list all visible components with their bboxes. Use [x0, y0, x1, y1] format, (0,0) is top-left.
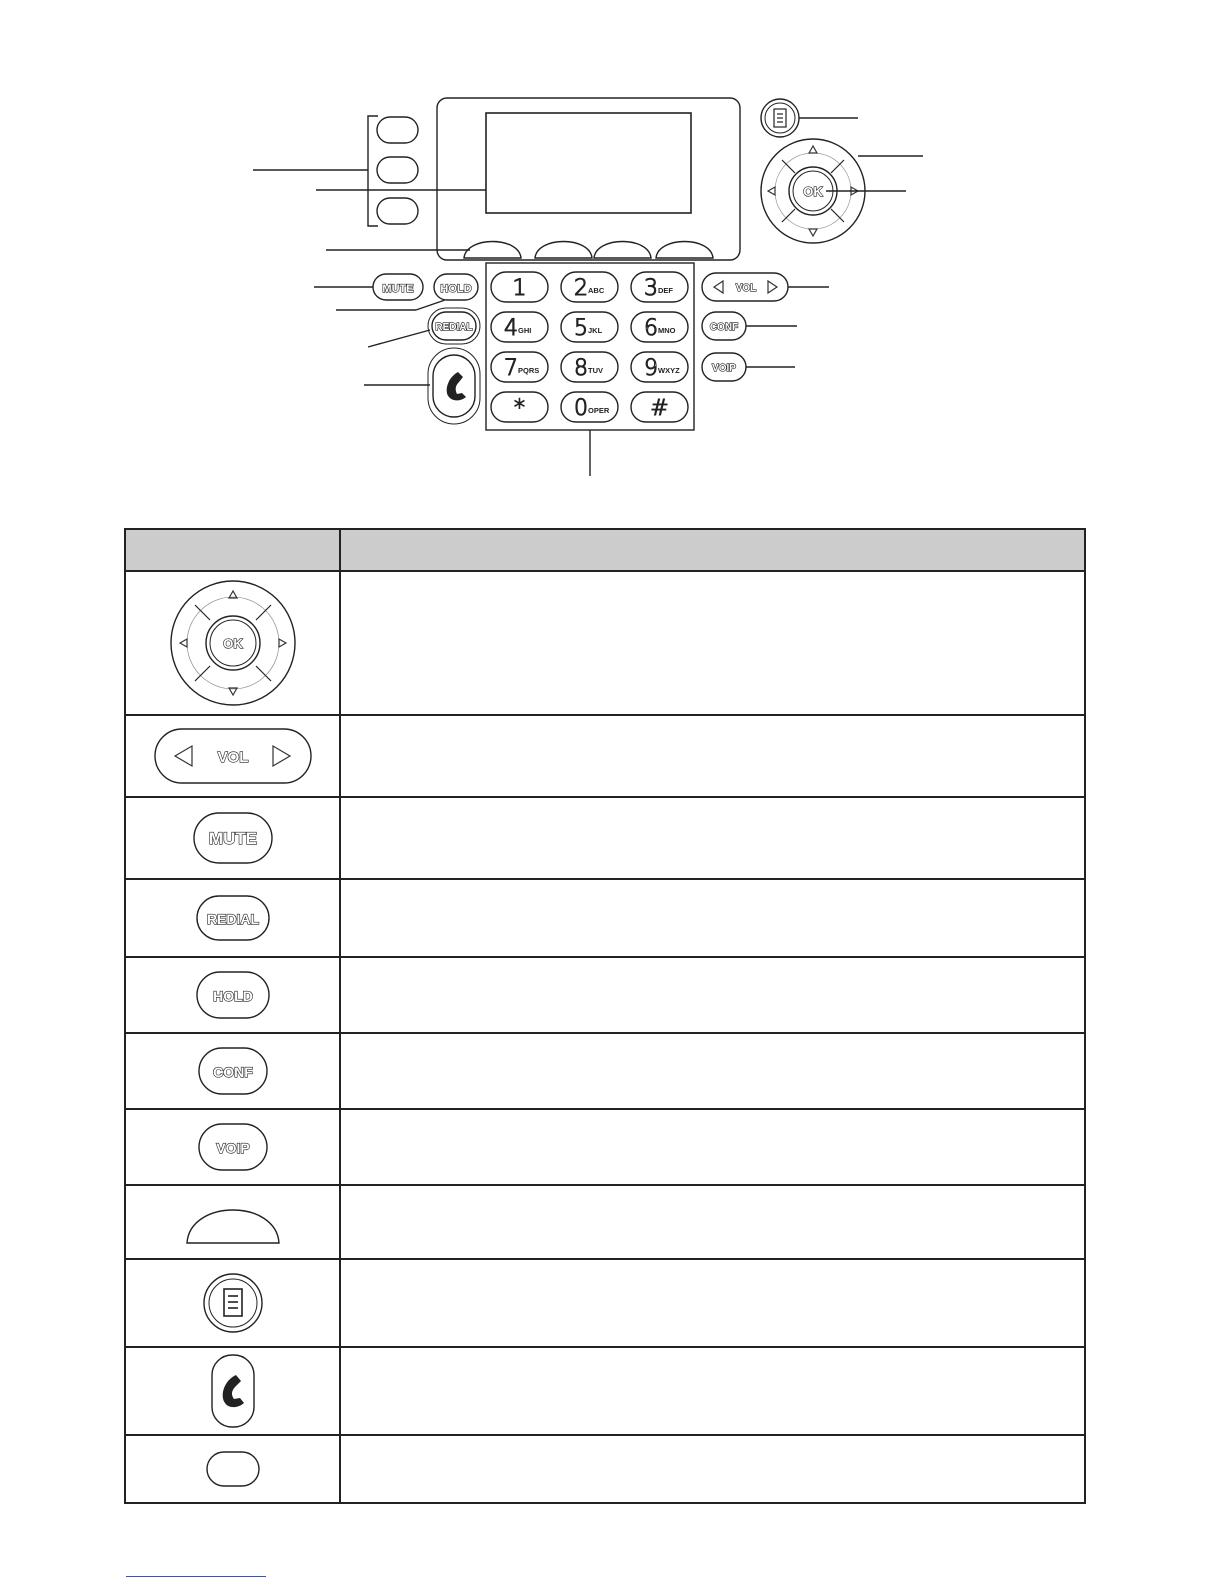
conf-key-cell — [125, 1033, 340, 1109]
table-row — [125, 797, 1085, 879]
table-header-row — [125, 529, 1085, 571]
description-cell — [340, 1185, 1085, 1259]
description-cell — [340, 879, 1085, 957]
soft-key-illustration[interactable] — [184, 1197, 282, 1247]
navigation-key-cell — [125, 571, 340, 715]
svg-text:VOL: VOL — [217, 749, 248, 766]
keypad-digit: 5 — [574, 316, 588, 341]
table-row — [125, 957, 1085, 1033]
keypad-digit: 2 — [574, 276, 588, 301]
header-description-column — [340, 529, 1085, 571]
description-cell — [340, 1347, 1085, 1435]
speaker-key-cell — [125, 1347, 340, 1435]
redial-key-cell — [125, 879, 340, 957]
ok-label: OK — [803, 184, 823, 199]
keypad-digit: 9 — [644, 356, 658, 381]
keypad-digit: 4 — [504, 316, 518, 341]
volume-key-cell — [125, 715, 340, 797]
table-row — [125, 1185, 1085, 1259]
mute-key-illustration[interactable] — [192, 811, 274, 865]
line-key-1[interactable] — [377, 117, 418, 143]
table-row — [125, 1347, 1085, 1435]
keypad-key-4[interactable] — [491, 312, 548, 342]
conf-key-illustration[interactable] — [197, 1046, 269, 1096]
keypad-letters: PQRS — [518, 366, 540, 375]
description-cell — [340, 1109, 1085, 1185]
keypad-letters: WXYZ — [658, 366, 680, 375]
conf-button[interactable] — [702, 312, 746, 340]
keypad-letters: TUV — [588, 366, 603, 375]
menu-list-icon — [224, 1289, 242, 1316]
keypad-key-star[interactable] — [491, 392, 548, 422]
svg-text:CONF: CONF — [709, 322, 739, 333]
keypad-digit: * — [514, 396, 525, 421]
line-key-2[interactable] — [377, 157, 418, 183]
description-cell — [340, 797, 1085, 879]
svg-text:REDIAL: REDIAL — [206, 911, 259, 927]
mute-button[interactable] — [373, 274, 423, 300]
keypad-digit: 1 — [512, 276, 527, 301]
menu-key-illustration[interactable] — [202, 1272, 264, 1334]
table-row — [125, 1109, 1085, 1185]
voip-key-illustration[interactable] — [197, 1122, 269, 1172]
svg-text:REDIAL: REDIAL — [435, 322, 473, 333]
table-row — [125, 1259, 1085, 1347]
keypad-key-6[interactable] — [631, 312, 688, 342]
header-key-column — [125, 529, 340, 571]
description-cell — [340, 571, 1085, 715]
keypad-digit: 8 — [574, 356, 588, 381]
table-row — [125, 1435, 1085, 1503]
speaker-button[interactable] — [428, 348, 480, 424]
keypad-key-pound[interactable] — [631, 392, 688, 422]
table-row — [125, 571, 1085, 715]
keypad-letters: JKL — [588, 326, 603, 335]
svg-text:VOIP: VOIP — [712, 363, 736, 374]
svg-text:VOIP: VOIP — [215, 1140, 250, 1156]
keypad-letters: ABC — [588, 286, 605, 295]
keypad-digit: 7 — [504, 356, 518, 381]
speaker-key-illustration[interactable] — [210, 1353, 256, 1429]
description-cell — [340, 957, 1085, 1033]
voip-button[interactable] — [702, 353, 746, 381]
description-cell — [340, 1259, 1085, 1347]
table-row — [125, 1033, 1085, 1109]
redial-button[interactable] — [428, 308, 480, 344]
table-row — [125, 715, 1085, 797]
table-row — [125, 879, 1085, 957]
menu-key[interactable] — [761, 99, 799, 137]
keypad-digit: 6 — [644, 316, 658, 341]
line-key-cell — [125, 1435, 340, 1503]
svg-text:HOLD: HOLD — [440, 283, 472, 295]
svg-text:CONF: CONF — [212, 1064, 253, 1080]
svg-text:HOLD: HOLD — [212, 988, 253, 1004]
line-key-illustration[interactable] — [205, 1450, 261, 1488]
hold-key-cell — [125, 957, 340, 1033]
keypad-key-1[interactable] — [491, 272, 548, 302]
volume-key-illustration[interactable] — [153, 727, 313, 785]
keypad-key-8[interactable] — [561, 352, 618, 382]
keypad-letters: OPER — [588, 406, 610, 415]
keypad-key-3[interactable] — [631, 272, 688, 302]
keypad-key-2[interactable] — [561, 272, 618, 302]
key-description-table — [124, 528, 1086, 1504]
phone-diagram — [0, 0, 1225, 500]
redial-key-illustration[interactable] — [195, 894, 271, 942]
keypad-key-9[interactable] — [631, 352, 688, 382]
voip-key-cell — [125, 1109, 340, 1185]
hold-button[interactable] — [434, 274, 478, 300]
keypad-letters: MNO — [658, 326, 676, 335]
keypad-letters: GHI — [518, 326, 532, 335]
keypad-digit: 3 — [644, 276, 658, 301]
menu-key-cell — [125, 1259, 340, 1347]
keypad-digit: 0 — [574, 396, 588, 421]
navigation-key-illustration[interactable] — [158, 577, 308, 709]
svg-text:MUTE: MUTE — [208, 829, 257, 848]
hold-key-illustration[interactable] — [195, 970, 271, 1020]
footer-link-underline — [126, 1576, 266, 1577]
soft-key-cell — [125, 1185, 340, 1259]
keypad-key-0[interactable] — [561, 392, 618, 422]
description-cell — [340, 1435, 1085, 1503]
mute-key-cell — [125, 797, 340, 879]
svg-text:VOL: VOL — [735, 283, 757, 294]
svg-text:OK: OK — [222, 636, 243, 651]
description-cell — [340, 715, 1085, 797]
keypad-key-7[interactable] — [491, 352, 548, 382]
lcd-screen — [486, 113, 691, 213]
keypad-digit: # — [650, 396, 669, 421]
svg-text:MUTE: MUTE — [382, 283, 414, 295]
keypad-key-5[interactable] — [561, 312, 618, 342]
line-key-3[interactable] — [377, 198, 418, 224]
keypad-letters: DEF — [658, 286, 673, 295]
description-cell — [340, 1033, 1085, 1109]
volume-button[interactable] — [702, 273, 788, 301]
